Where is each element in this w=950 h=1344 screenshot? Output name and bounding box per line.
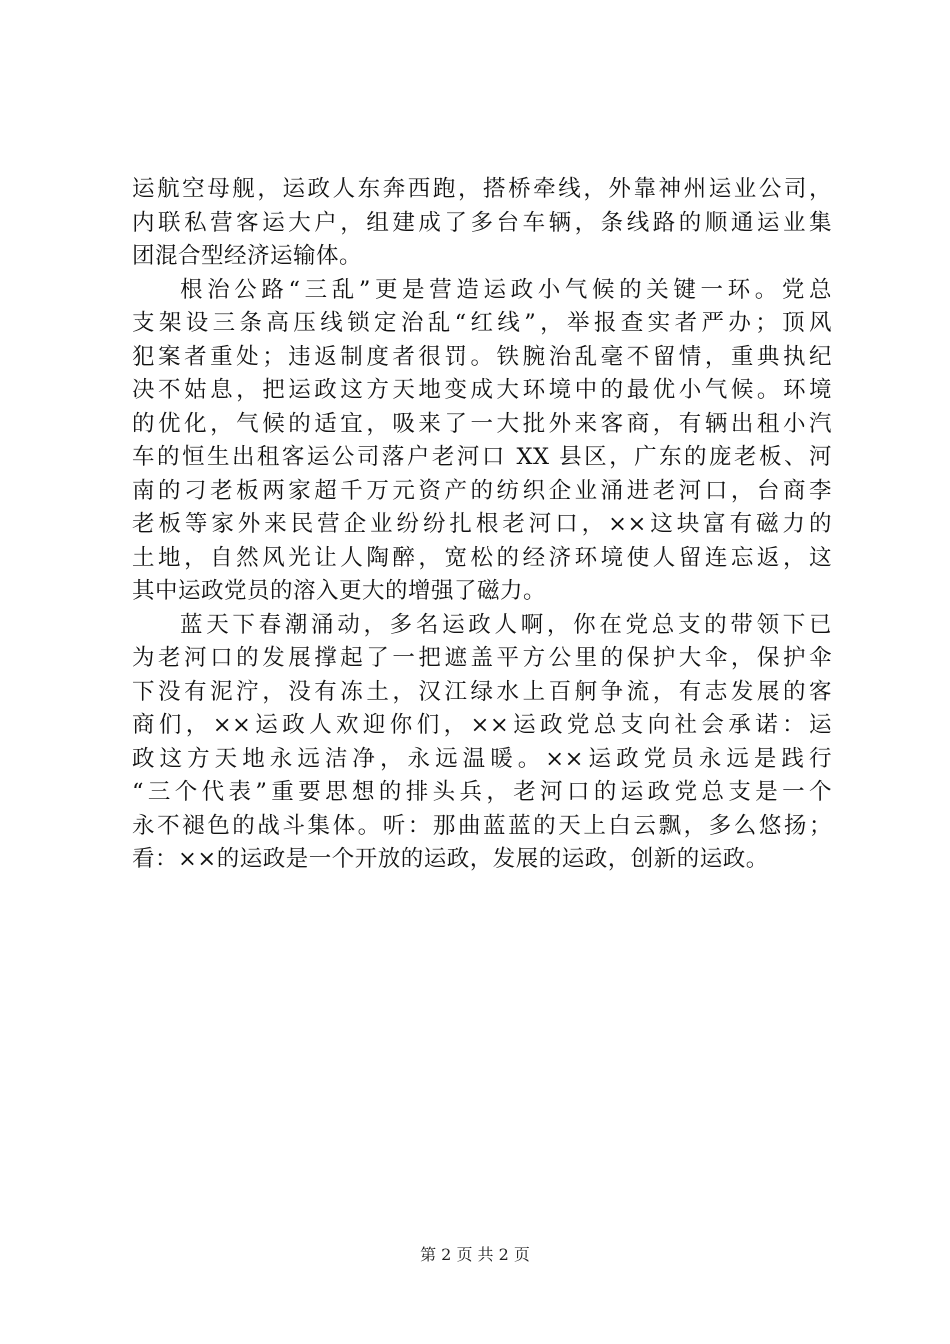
paragraph-line: 支架设三条高压线锁定治乱“红线”，举报查实者严办；顶风 xyxy=(132,310,832,336)
paragraph-line: 看：××的运政是一个开放的运政，发展的运政，创新的运政。 xyxy=(132,846,769,872)
paragraph xyxy=(132,274,832,609)
document-body xyxy=(132,173,832,877)
paragraph-line: 为老河口的发展撑起了一把遮盖平方公里的保护大伞，保护伞 xyxy=(132,645,832,671)
paragraph-line: 商们，××运政人欢迎你们，××运政党总支向社会承诺：运 xyxy=(132,712,832,738)
paragraph-line: 运航空母舰，运政人东奔西跑，搭桥牵线，外靠神州运业公司， xyxy=(132,176,832,202)
paragraph-line: 决不姑息，把运政这方天地变成大环境中的最优小气候。环境 xyxy=(132,377,832,403)
paragraph-line: 内联私营客运大户，组建成了多台车辆，条线路的顺通运业集 xyxy=(132,209,832,236)
paragraph-line: 下没有泥泞，没有冻土，汉江绿水上百舸争流，有志发展的客 xyxy=(132,678,832,705)
paragraph-line: 根治公路“三乱”更是营造运政小气候的关键一环。党总 xyxy=(180,276,832,303)
paragraph-line: 车的恒生出租客运公司落户老河口 XX 县区，广东的庞老板、河 xyxy=(132,444,832,470)
paragraph-line: 政这方天地永远洁净，永远温暖。××运政党员永远是践行 xyxy=(132,745,832,772)
paragraph-line: 南的刁老板两家超千万元资产的纺织企业涌进老河口，台商李 xyxy=(132,477,832,504)
paragraph-line: “三个代表”重要思想的排头兵，老河口的运政党总支是一个 xyxy=(132,779,832,805)
paragraph xyxy=(132,173,832,274)
paragraph-line: 犯案者重处；违返制度者很罚。铁腕治乱毫不留情，重典执纪 xyxy=(132,343,832,370)
page-footer xyxy=(0,1243,950,1267)
paragraph-line: 蓝天下春潮涌动，多名运政人啊，你在党总支的带领下已 xyxy=(180,611,832,638)
paragraph-line: 土地，自然风光让人陶醉，宽松的经济环境使人留连忘返，这 xyxy=(132,544,832,571)
paragraph-line: 的优化，气候的适宜，吸来了一大批外来客商，有辆出租小汽 xyxy=(132,410,832,437)
paragraph-line: 永不褪色的战斗集体。听：那曲蓝蓝的天上白云飘，多么悠扬； xyxy=(132,812,832,839)
paragraph xyxy=(132,609,832,877)
paragraph-line: 其中运政党员的溶入更大的增强了磁力。 xyxy=(132,578,547,604)
paragraph-line: 团混合型经济运输体。 xyxy=(132,243,363,269)
paragraph-line: 老板等家外来民营企业纷纷扎根老河口，××这块富有磁力的 xyxy=(132,511,832,537)
page-number-label: 第 2 页 共 2 页 xyxy=(420,1245,530,1264)
